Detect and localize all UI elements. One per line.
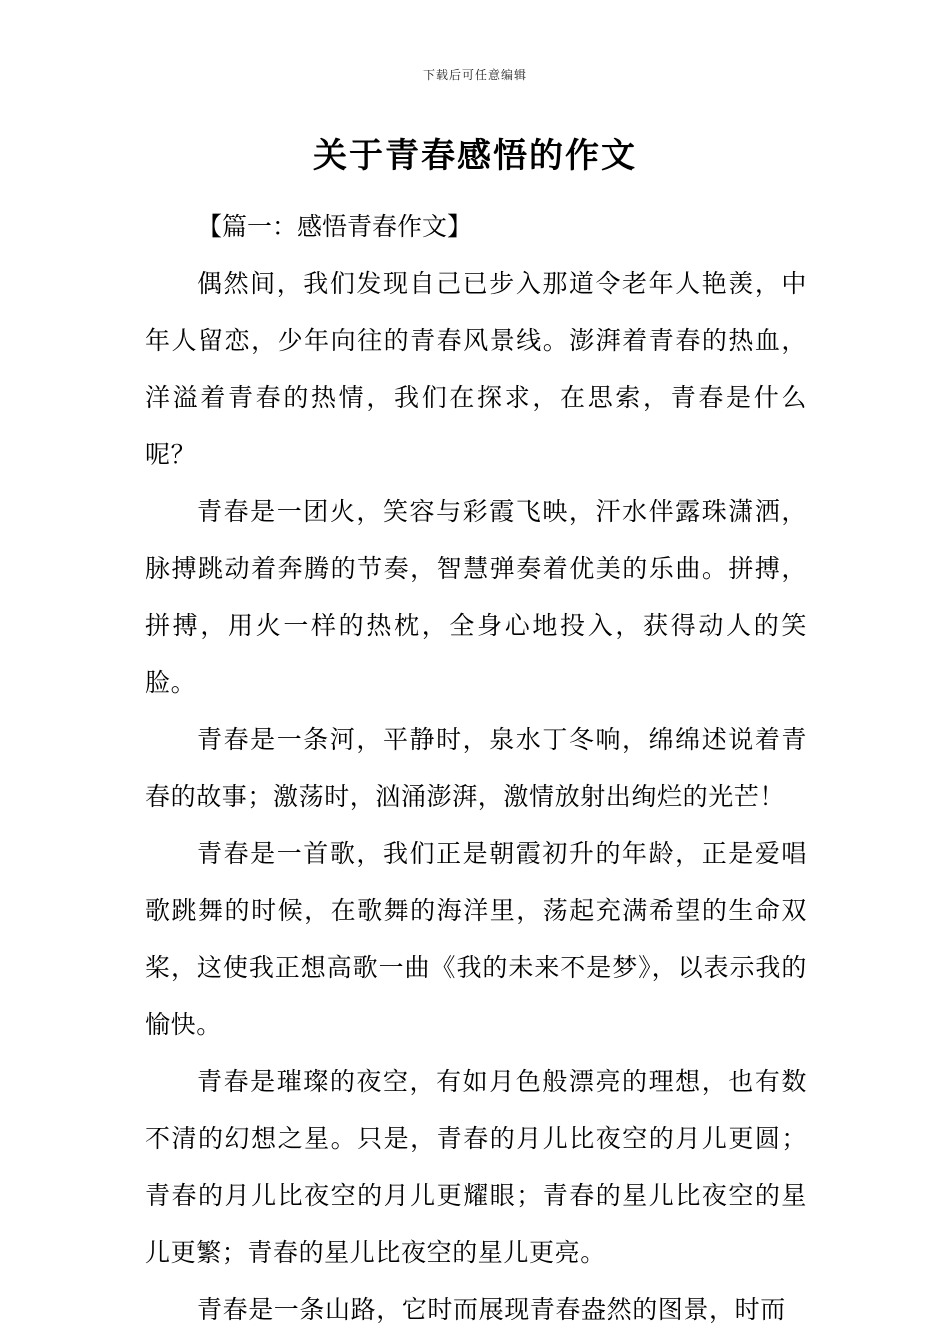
document-title: 关于青春感悟的作文	[313, 136, 637, 176]
paragraph-1: 偶然间，我们发现自己已步入那道令老年人艳羡，中年人留恋，少年向往的青春风景线。澎湃着青春的热血，洋溢着青春的热情，我们在探求，在思索，青春是什么呢？	[145, 269, 807, 469]
paragraph-2: 青春是一团火，笑容与彩霞飞映，汗水伴露珠潇洒，脉搏跳动着奔腾的节奏，智慧弹奏着优美的乐曲。拼搏，拼搏，用火一样的热枕，全身心地投入，获得动人的笑脸。	[145, 497, 807, 697]
header-note: 下载后可任意编辑	[422, 68, 527, 82]
section-heading: 【篇一：感悟青春作文】	[197, 212, 473, 241]
paragraph-5: 青春是璀璨的夜空，有如月色般漂亮的理想，也有数不清的幻想之星。只是，青春的月儿比夜空的月儿更圆；青春的月儿比夜空的月儿更耀眼；青春的星儿比夜空的星儿更繁；青春的星儿比夜空的星儿更亮。	[145, 1067, 807, 1267]
paragraph-4: 青春是一首歌，我们正是朝霞初升的年龄，正是爱唱歌跳舞的时候，在歌舞的海洋里，荡起充满希望的生命双桨，这使我正想高歌一曲《我的未来不是梦》，以表示我的愉快。	[145, 839, 807, 1039]
paragraph-6: 青春是一条山路，它时而展现青春盎然的图景，时而	[197, 1295, 786, 1324]
paragraph-3: 青春是一条河，平静时，泉水丁冬响，绵绵述说着青春的故事；激荡时，汹涌澎湃，激情放射出绚烂的光芒！	[145, 725, 807, 811]
document-body	[145, 198, 807, 1338]
